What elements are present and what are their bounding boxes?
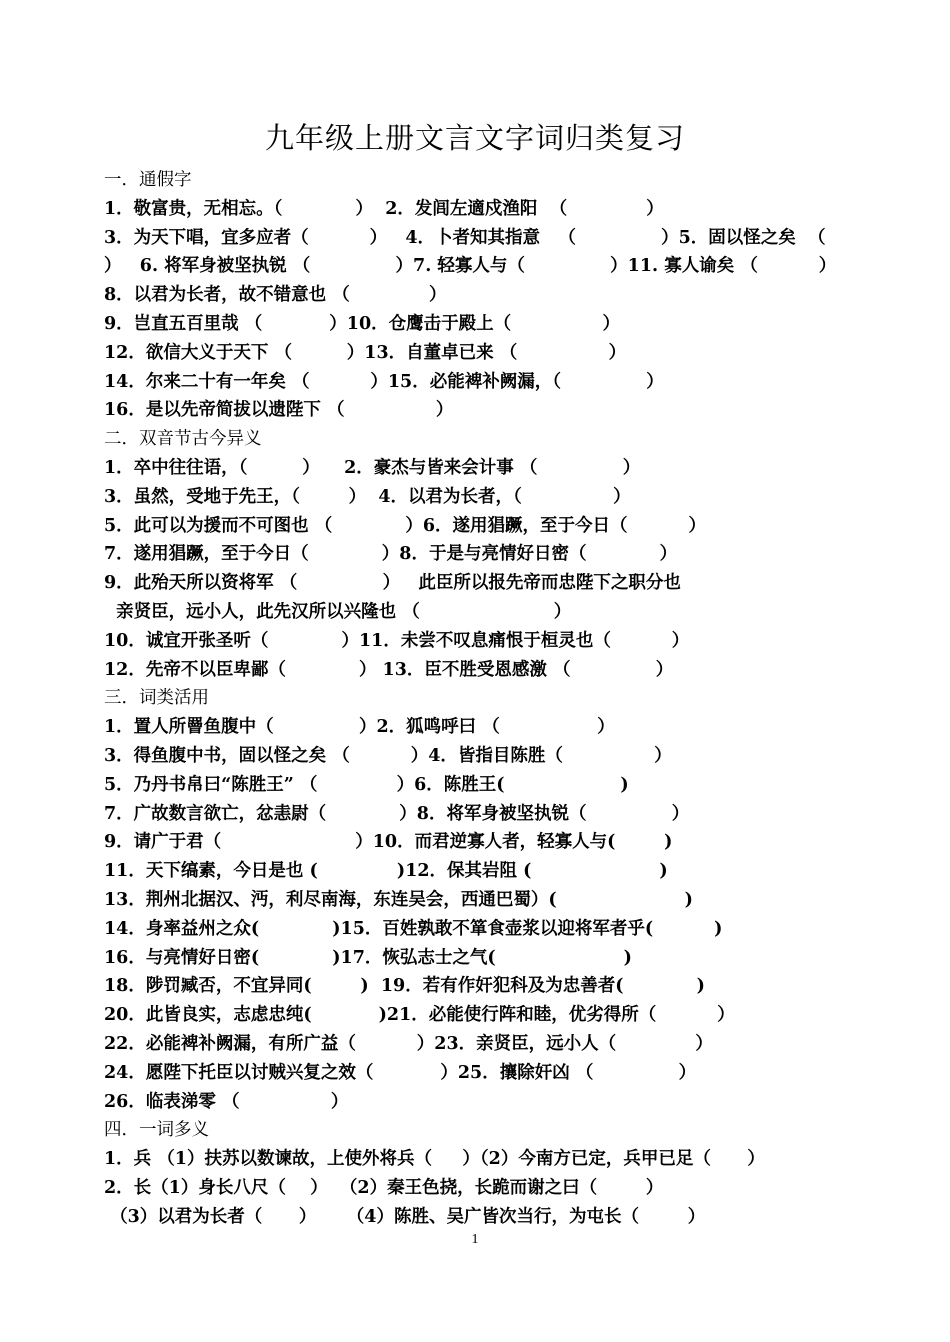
exercise-line: 2．长（1）身长八尺（ ） （2）秦王色挠，长跪而谢之曰（ ） xyxy=(104,1177,664,1198)
page-number: 1 xyxy=(471,1232,479,1247)
exercise-line: 亲贤臣，远小人，此先汉所以兴隆也 （ ） xyxy=(104,601,572,622)
exercise-line: 13．荆州北据汉、沔，利尽南海，东连吴会，西通巴蜀）( ) xyxy=(104,889,693,910)
exercise-line: ） 6. 将军身被坚执锐 （ ）7. 轻寡人与（ ）11. 寡人谕矣 （ ） xyxy=(104,256,837,277)
exercise-line: 1．卒中往往语，（ ） 2．豪杰与皆来会计事 （ ） xyxy=(104,457,641,478)
exercise-line: 1．敬富贵，无相忘。（ ） 2．发闾左適戍渔阳 （ ） xyxy=(104,198,664,219)
exercise-line: 3．为天下唱，宜多应者（ ） 4．卜者知其指意 （ ）5．固以怪之矣 （ xyxy=(104,227,826,248)
exercise-line: 7．遂用猖蹶，至于今日（ ）8．于是与亮情好日密（ ） xyxy=(104,544,678,565)
exercise-line: 14．尔来二十有一年矣 （ ）15．必能裨补阙漏，（ ） xyxy=(104,371,664,392)
exercise-line: 26．临表涕零 （ ） xyxy=(104,1091,349,1112)
exercise-line: 1．置人所罾鱼腹中（ ）2．狐鸣呼曰 （ ） xyxy=(104,717,615,738)
exercise-line: 11．天下缟素，今日是也 ( )12．保其岩阻 ( ) xyxy=(104,861,668,882)
exercise-line: 12．先帝不以臣卑鄙（ ） 13．臣不胜受恩感激 （ ） xyxy=(104,659,674,680)
section-heading: 二．双音节古今异义 xyxy=(104,429,262,450)
exercise-line: 22．必能裨补阙漏，有所广益（ ）23．亲贤臣，远小人（ ） xyxy=(104,1033,713,1054)
exercise-line: 12．欲信大义于天下 （ ）13．自董卓已来 （ ） xyxy=(104,342,627,363)
exercise-line: 14．身率益州之众( )15．百姓孰敢不箪食壶浆以迎将军者乎( ) xyxy=(104,918,723,939)
section-heading: 一．通假字 xyxy=(104,170,192,190)
exercise-content xyxy=(104,166,864,1231)
exercise-line: 3．得鱼腹中书，固以怪之矣 （ ）4．皆指目陈胜（ ） xyxy=(104,745,672,766)
exercise-line: （3）以君为长者（ ） （4）陈胜、吴广皆次当行，为屯长（ ） xyxy=(104,1206,706,1227)
exercise-line: 10．诚宜开张圣听（ ）11．未尝不叹息痛恨于桓灵也（ ） xyxy=(104,630,690,651)
exercise-line: 16．与亮情好日密( )17．恢弘志士之气( ) xyxy=(104,947,632,968)
section-heading: 三．词类活用 xyxy=(104,688,209,709)
exercise-line: 5．此可以为援而不可图也 （ ）6．遂用猖蹶，至于今日（ ） xyxy=(104,515,706,536)
exercise-line: 7．广故数言欲亡，忿恚尉（ ）8．将军身被坚执锐（ ） xyxy=(104,803,690,824)
section-heading: 四．一词多义 xyxy=(104,1120,209,1141)
exercise-line: 8．以君为长者，故不错意也 （ ） xyxy=(104,285,447,306)
exercise-line: 16．是以先帝简拔以遗陛下 （ ） xyxy=(104,400,454,421)
exercise-line: 3．虽然，受地于先王，（ ） 4．以君为长者，（ ） xyxy=(104,486,631,507)
page-title: 九年级上册文言文字词归类复习 xyxy=(264,121,685,155)
exercise-line: 24．愿陛下托臣以讨贼兴复之效（ ）25．攘除奸凶 （ ） xyxy=(104,1062,697,1083)
exercise-line: 9．此殆天所以资将军 （ ） 此臣所以报先帝而忠陛下之职分也 xyxy=(104,573,681,594)
exercise-line: 20．此皆良实，志虑忠纯( )21．必能使行阵和睦，优劣得所（ ） xyxy=(104,1005,735,1026)
exercise-line: 5．乃丹书帛曰“陈胜王” （ ）6．陈胜王( ) xyxy=(104,774,629,795)
exercise-line: 1．兵 （1）扶苏以数谏故，上使外将兵（ ）（2）今南方已定，兵甲已足（ ） xyxy=(104,1149,765,1170)
exercise-line: 9．请广于君（ ）10．而君逆寡人者，轻寡人与( ) xyxy=(104,832,673,853)
exercise-line: 9．岂直五百里哉 （ ）10．仓鹰击于殿上（ ） xyxy=(104,313,621,334)
exercise-line: 18．陟罚臧否，不宜异同( ) 19．若有作奸犯科及为忠善者( ) xyxy=(104,976,705,997)
